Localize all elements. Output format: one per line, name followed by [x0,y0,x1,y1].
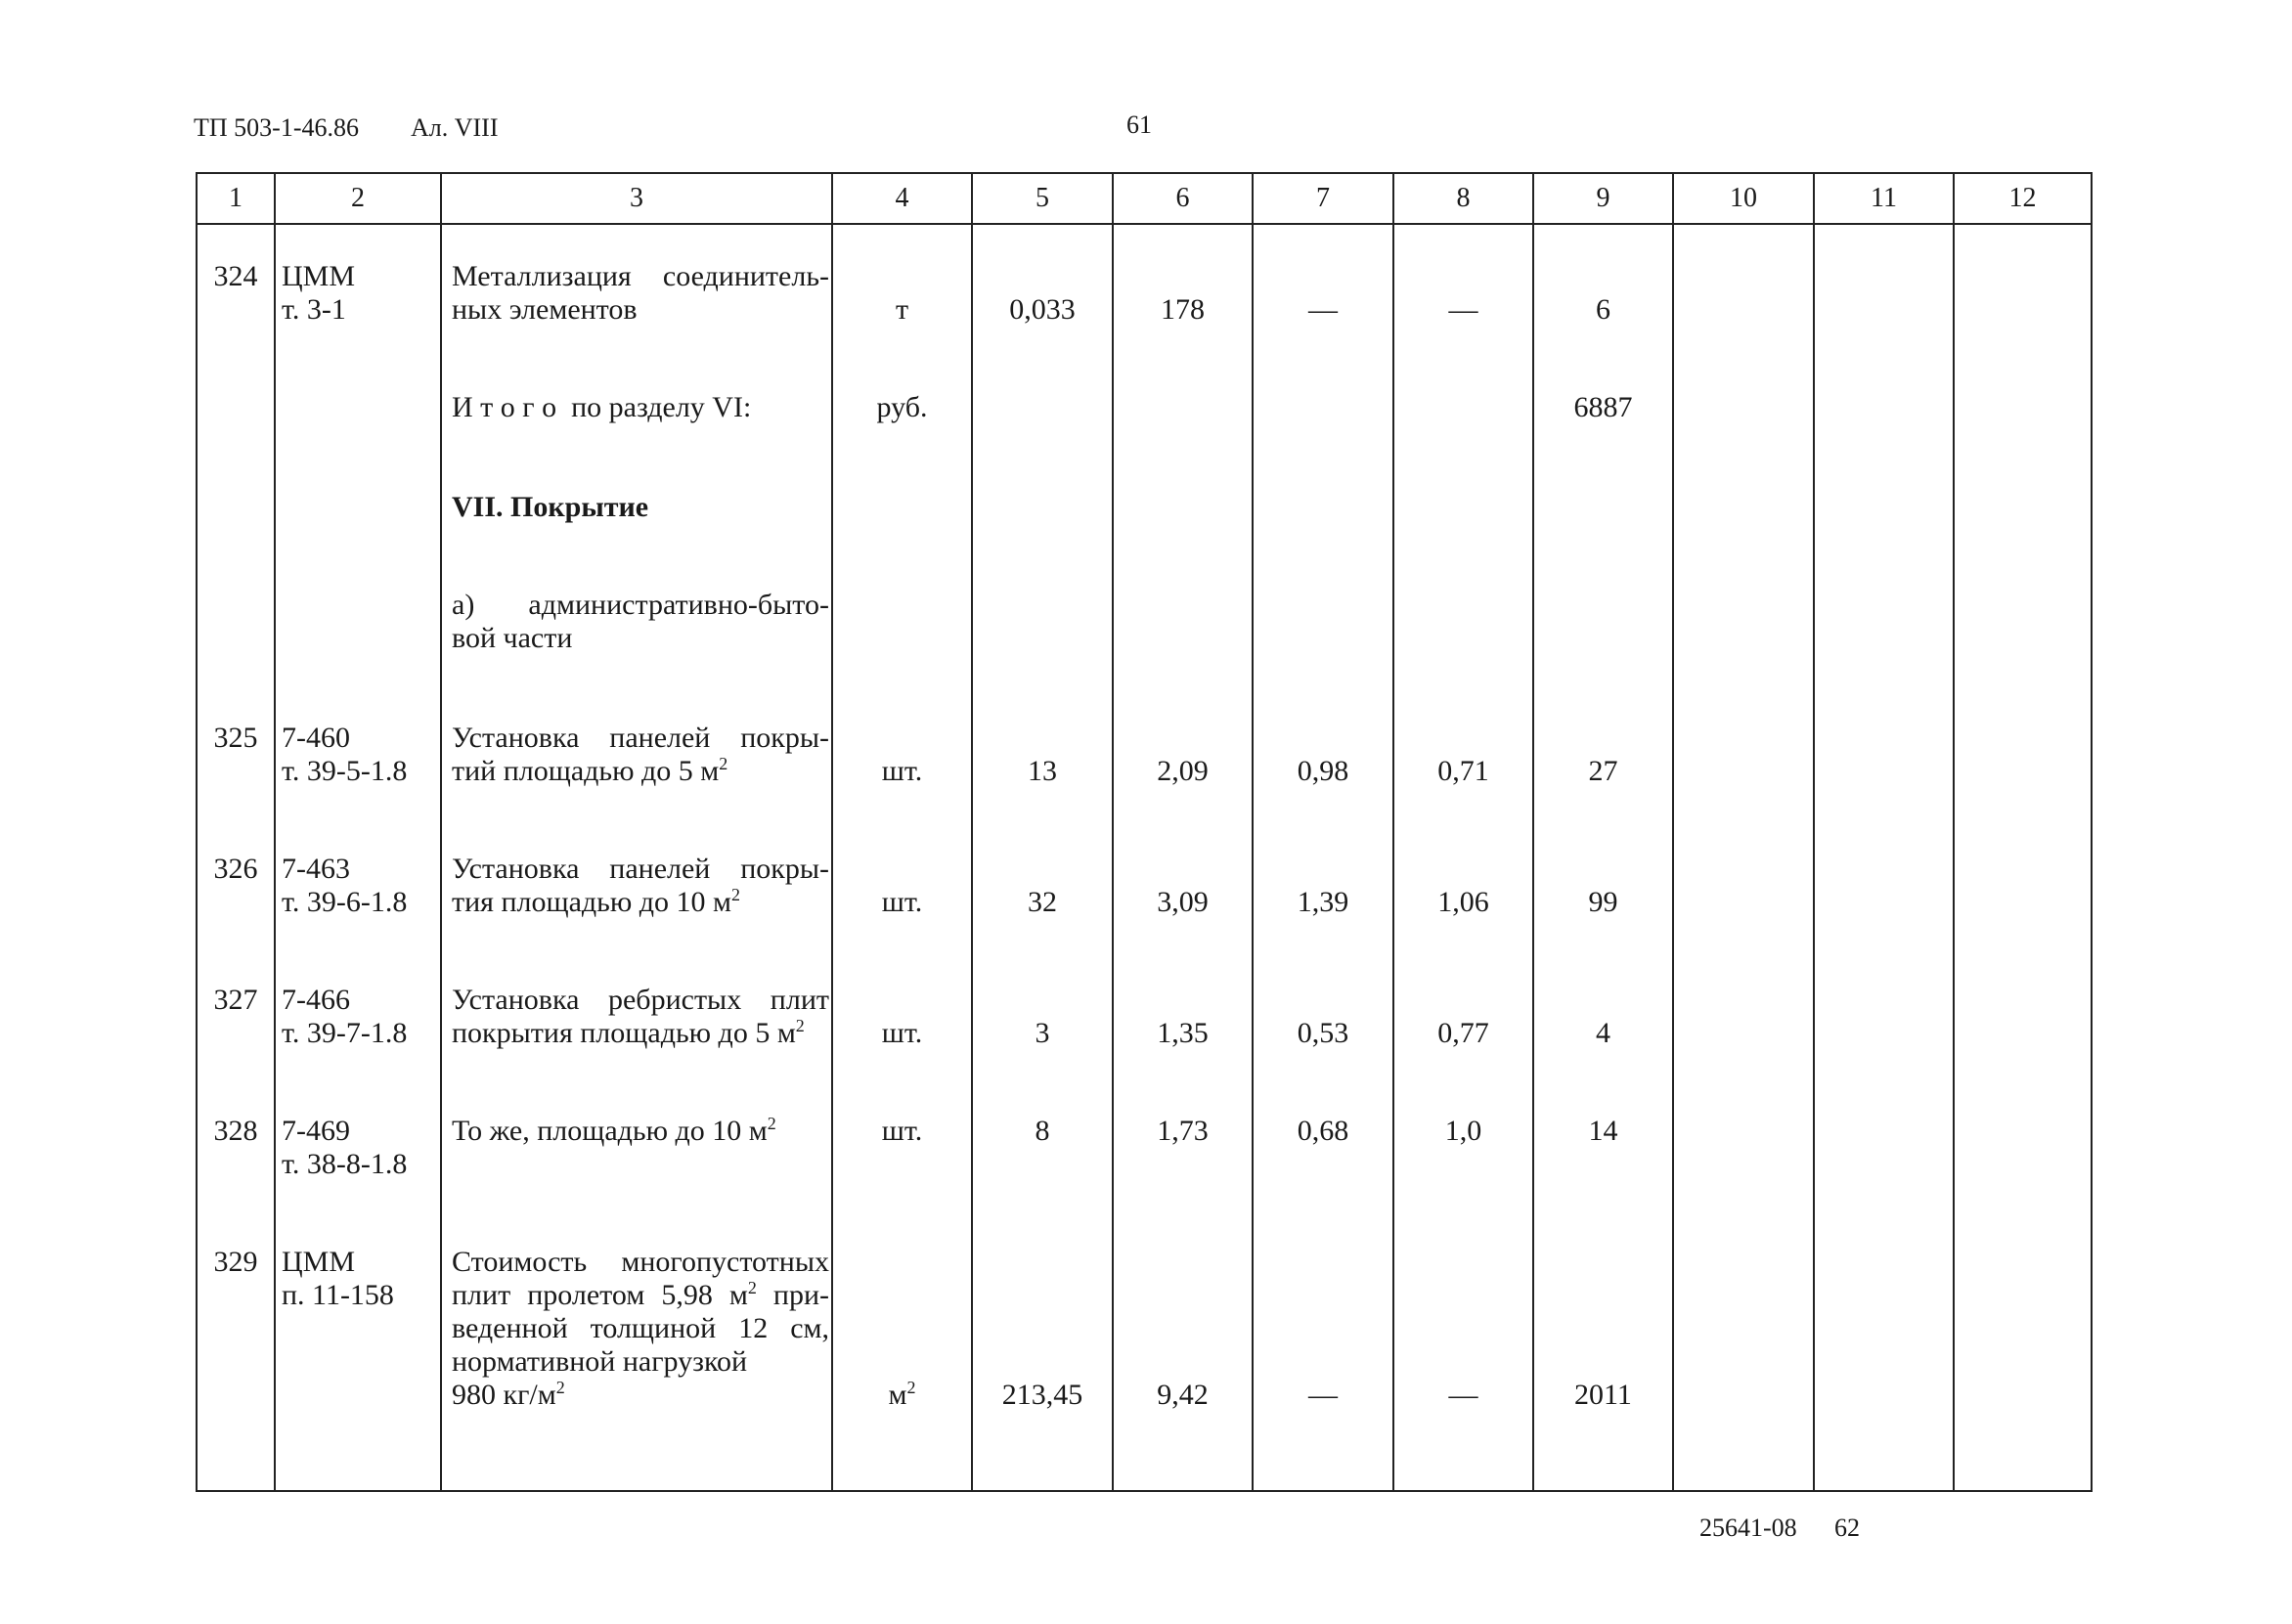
row-col8: 1,06 [1437,886,1489,918]
row-col7: 1,39 [1297,886,1349,918]
column-header: 2 [351,183,365,213]
column-divider [1112,174,1114,1490]
row-col8: — [1448,1379,1478,1411]
row-code-ref: т. 39-6-1.8 [282,886,408,918]
row-col6: 1,73 [1157,1115,1209,1147]
row-col7: 0,68 [1297,1115,1349,1147]
column-divider [1392,174,1394,1490]
column-header: 12 [2008,183,2037,213]
column-header: 8 [1456,183,1471,213]
row-quantity: 3 [1035,1017,1050,1049]
column-header: 3 [630,183,643,213]
column-divider [440,174,442,1490]
row-code-ref: п. 11-158 [282,1279,394,1311]
row-number: 327 [213,984,258,1016]
row-col7: — [1308,293,1338,326]
row-col9: 6 [1596,293,1610,326]
column-divider [274,174,276,1490]
row-col8: 0,77 [1437,1017,1489,1049]
section-total-value: 6887 [1573,391,1633,423]
row-col6: 9,42 [1157,1379,1209,1411]
footer-page: 62 [1834,1514,1860,1542]
row-col6: 1,35 [1157,1017,1209,1049]
row-code-ref: т. 39-7-1.8 [282,1017,408,1049]
column-header: 10 [1730,183,1757,213]
row-unit: шт. [881,755,923,787]
row-number: 325 [213,722,258,754]
row-code: 7-463 [282,853,350,885]
row-code: 7-469 [282,1115,350,1147]
column-divider [971,174,973,1490]
column-header: 9 [1596,183,1610,213]
column-header: 11 [1871,183,1897,213]
row-description: Установка ребристых плит покрытия площадью до 5 $м^2$ [452,984,829,1049]
column-divider [1813,174,1815,1490]
column-divider [831,174,833,1490]
row-quantity: 0,033 [1009,293,1076,326]
row-unit: шт. [881,1017,923,1049]
row-code-ref: т. 39-5-1.8 [282,755,408,787]
document-code: ТП 503-1-46.86 [194,113,359,142]
row-number: 326 [213,853,258,885]
row-col8: 1,0 [1444,1115,1482,1147]
footer-code: 25641-08 [1699,1514,1797,1542]
row-unit: шт. [881,886,923,918]
row-quantity: 32 [1028,886,1057,918]
column-divider [1252,174,1254,1490]
row-unit: $м^2$ [888,1378,916,1411]
row-number: 329 [213,1246,258,1278]
row-description: Стоимость многопустотных плит пролетом 5,98 $м^2$ при- веденной толщиной 12 см, нормативной нагрузкой 980 $кг/м^2$ [452,1246,829,1411]
row-description: Установка панелей покры- тия площадью до 10 $м^2$ [452,853,829,918]
row-number: 324 [213,260,258,292]
row-code: 7-460 [282,722,350,754]
column-header: 7 [1316,183,1330,213]
row-col8: 0,71 [1437,755,1489,787]
header-row-divider [198,223,2091,225]
column-divider [1672,174,1674,1490]
column-divider [1532,174,1534,1490]
row-col9: 4 [1596,1017,1610,1049]
row-col9: 99 [1588,886,1618,918]
row-description: Установка панелей покры- тий площадью до 5 $м^2$ [452,722,829,787]
row-quantity: 13 [1028,755,1057,787]
page-number: 61 [1126,110,1152,139]
row-col6: 3,09 [1157,886,1209,918]
row-code-ref: т. 3-1 [282,293,346,326]
section-total-unit: руб. [876,391,928,423]
row-code: ЦММ [282,1246,356,1278]
row-number: 328 [213,1115,258,1147]
row-code: 7-466 [282,984,350,1016]
row-unit: шт. [881,1115,923,1147]
row-col7: — [1308,1379,1338,1411]
row-col9: 27 [1588,755,1618,787]
row-description: То же, площадью до 10 $м^2$ [452,1114,776,1147]
subsection-title: а) административно-быто- вой части [452,589,829,654]
row-col9: 2011 [1574,1379,1632,1411]
row-description: Металлизация соединитель- ных элементов [452,260,829,326]
row-unit: т [895,293,909,326]
row-quantity: 213,45 [1001,1379,1083,1411]
row-col6: 2,09 [1157,755,1209,787]
section-title: VII. Покрытие [452,491,649,523]
row-code-ref: т. 38-8-1.8 [282,1148,408,1180]
column-divider [1953,174,1955,1490]
row-col8: — [1448,293,1478,326]
row-quantity: 8 [1035,1115,1050,1147]
album-label: Ал. VIII [411,113,499,142]
row-col7: 0,53 [1297,1017,1349,1049]
column-header: 5 [1036,183,1049,213]
column-header: 4 [895,183,909,213]
column-header: 1 [229,183,242,213]
section-total-label: И т о г о по разделу VI: [452,391,752,423]
row-col7: 0,98 [1297,755,1349,787]
column-header: 6 [1175,183,1190,213]
row-code: ЦММ [282,260,356,292]
row-col6: 178 [1161,293,1205,326]
row-col9: 14 [1588,1115,1618,1147]
